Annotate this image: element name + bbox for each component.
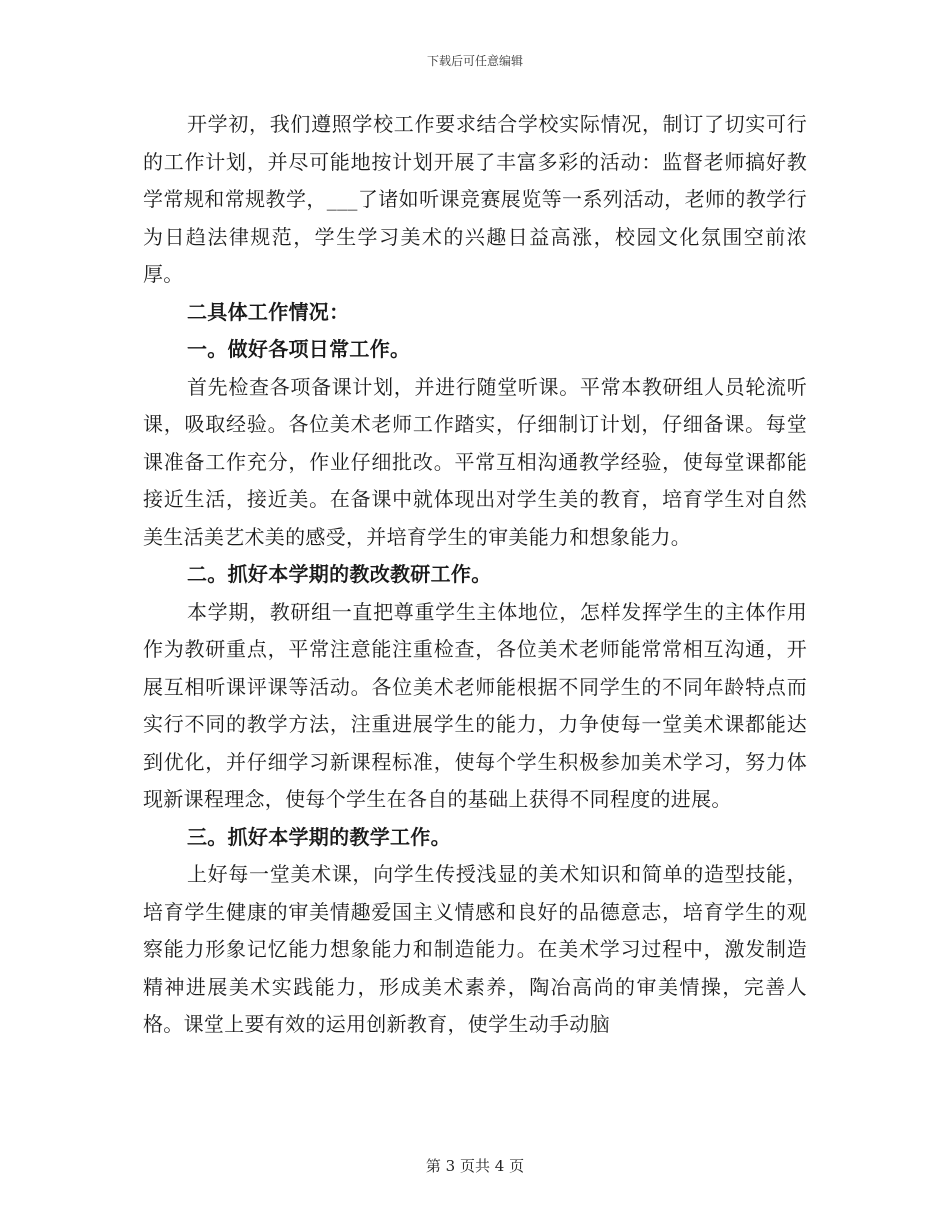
section-heading-1: 一。做好各项日常工作。 bbox=[187, 337, 411, 361]
section-heading-3: 三。抓好本学期的教学工作。 bbox=[187, 824, 451, 849]
paragraph-teaching-work: 上好每一堂美术课，向学生传授浅显的美术知识和简单的造型技能，培育学生健康的审美情趣爱国主义情感和良好的品德意志，培育学生的观察能力形象记忆能力想象能力和制造能力。在美术学习过程中，激发制造精神进展美术实践能力，形成美术素养，陶冶高尚的审美情操，完善人格。课堂上要有效的运用创新教育，使学生动手动脑 bbox=[143, 862, 807, 1036]
paragraph-daily-work: 首先检查各项备课计划，并进行随堂听课。平常本教研组人员轮流听课，吸取经验。各位美术老师工作踏实，仔细制订计划，仔细备课。每堂课准备工作充分，作业仔细批改。平常互相沟通教学经验，使每堂课都能接近生活，接近美。在备课中就体现出对学生美的教育，培育学生对自然美生活美艺术美的感受，并培育学生的审美能力和想象能力。 bbox=[143, 374, 807, 549]
page-header: 下载后可任意编辑 bbox=[426, 54, 523, 68]
paragraph-intro: 开学初，我们遵照学校工作要求结合学校实际情况，制订了切实可行的工作计划，并尽可能地按计划开展了丰富多彩的活动：监督老师搞好教学常规和常规教学，___了诸如听课竞赛展览等一系列活动，老师的教学行为日趋法律规范，学生学习美术的兴趣日益高涨，校园文化氛围空前浓厚。 bbox=[143, 112, 807, 286]
paragraph-teaching-research: 本学期，教研组一直把尊重学生主体地位，怎样发挥学生的主体作用作为教研重点，平常注意能注重检查，各位美术老师能常常相互沟通，开展互相听课评课等活动。各位美术老师能根据不同学生的不同年龄特点而实行不同的教学方法，注重进展学生的能力，力争使每一堂美术课都能达到优化，并仔细学习新课程标准，使每个学生积极参加美术学习，努力体现新课程理念，使每个学生在各自的基础上获得不同程度的进展。 bbox=[143, 599, 807, 811]
document-body bbox=[143, 106, 807, 1044]
page-footer: 第 3 页共 4 页 bbox=[425, 1157, 525, 1175]
section-heading-2: 二。抓好本学期的教改教研工作。 bbox=[187, 562, 492, 586]
section-heading-main: 二具体工作情况： bbox=[187, 299, 350, 324]
